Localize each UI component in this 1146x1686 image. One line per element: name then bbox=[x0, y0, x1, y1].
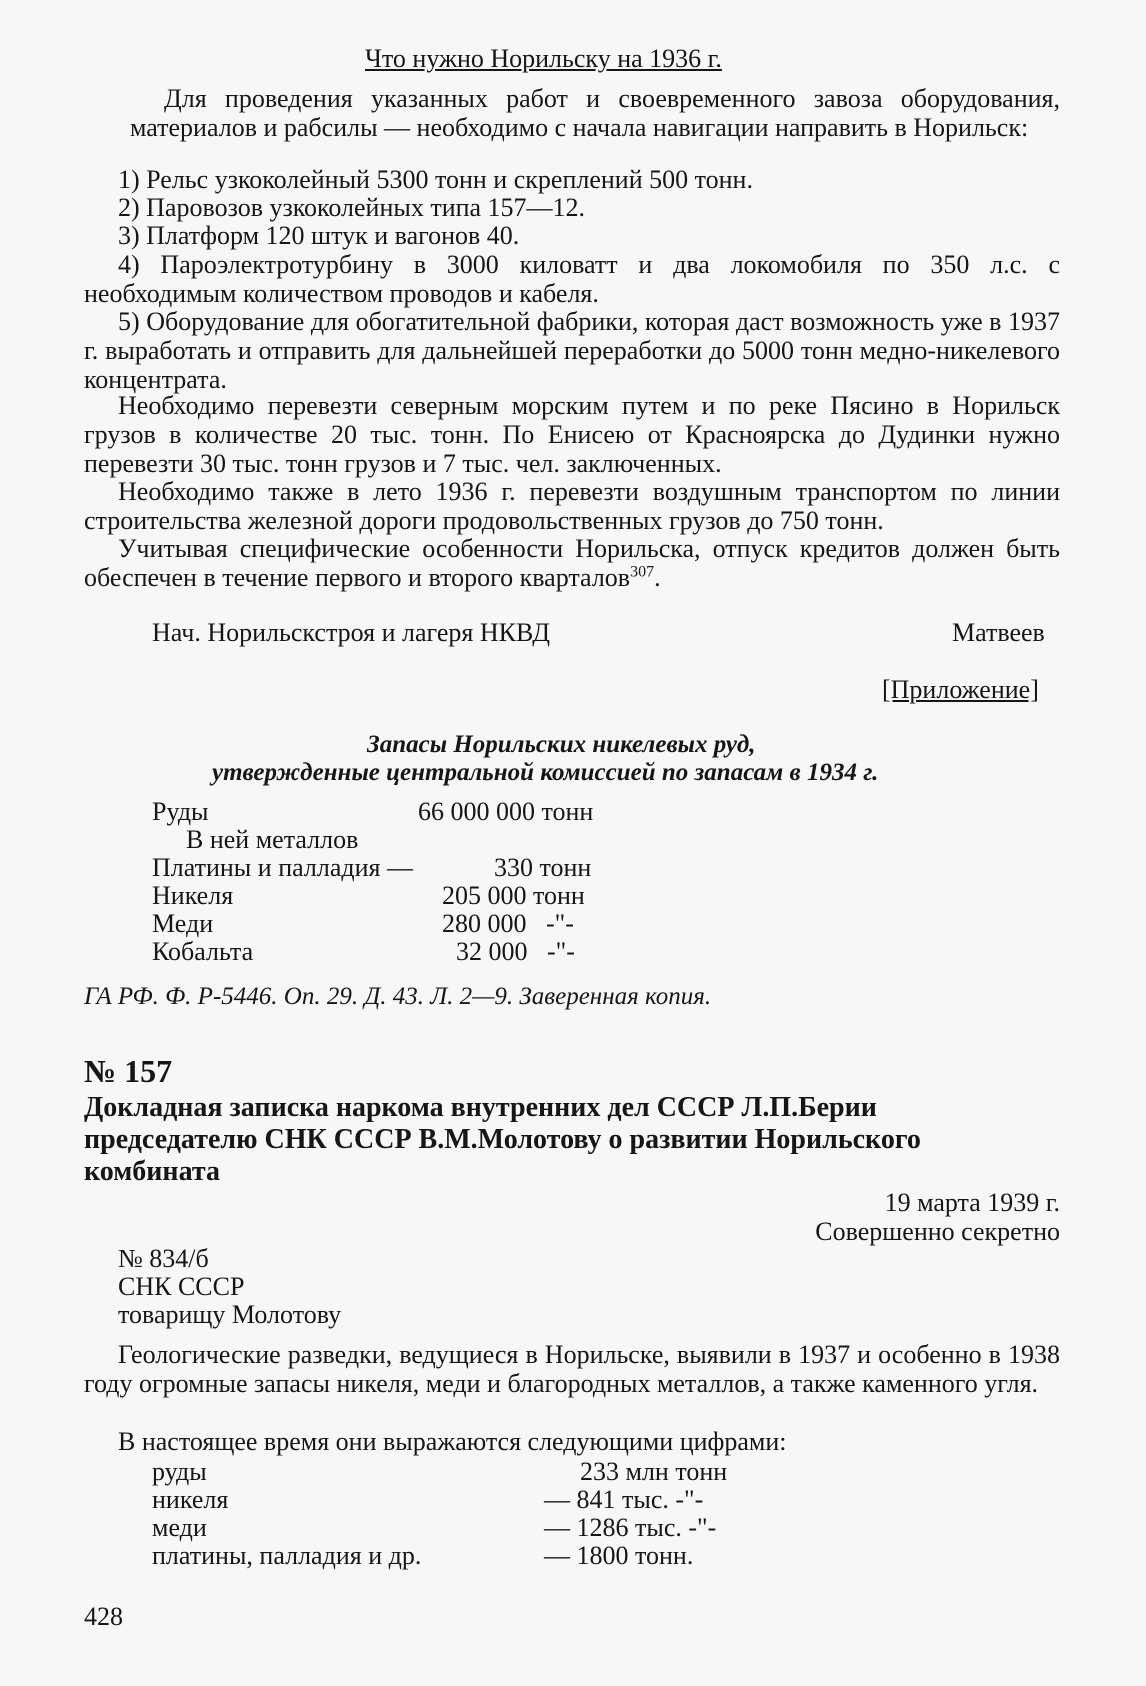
footnote-ref: 307 bbox=[630, 563, 655, 581]
credit-paragraph: Учитывая специфические особенности Норильска, отпуск кредитов должен быть обеспечен в течение первого и второго кварталов$^{307}$. bbox=[84, 534, 1060, 592]
addressee-person: товарищу Молотову bbox=[118, 1300, 342, 1329]
table-row bbox=[152, 882, 652, 910]
reserves-label: В ней металлов bbox=[186, 825, 359, 854]
section-heading: Что нужно Норильску на 1936 г. bbox=[365, 44, 722, 73]
list-item-2: 2) Паровозов узкоколейных типа 157—12. bbox=[118, 193, 586, 222]
figures-label: меди bbox=[152, 1513, 207, 1542]
figures-intro: В настоящее время они выражаются следующими цифрами: bbox=[118, 1427, 787, 1456]
table-row bbox=[152, 798, 652, 826]
reserves-value: 205 000 тонн bbox=[442, 881, 585, 910]
table-row bbox=[152, 1458, 792, 1486]
table-row bbox=[152, 938, 652, 966]
table-row bbox=[152, 854, 652, 882]
list-item-5: 5) Оборудование для обогатительной фабрики, которая даст возможность уже в 1937 г. выработать и отправить для дальнейшей переработки до 5000 тонн медно-никелевого концентрата. bbox=[84, 307, 1060, 394]
reserves-table bbox=[152, 798, 652, 966]
figures-label: никеля bbox=[152, 1485, 229, 1514]
list-item-1: 1) Рельс узкоколейный 5300 тонн и скреплений 500 тонн. bbox=[118, 165, 753, 194]
air-paragraph: Необходимо также в лето 1936 г. перевезти воздушным транспортом по линии строительства железной дороги продовольственных грузов до 750 тонн. bbox=[84, 477, 1060, 535]
figures-table bbox=[152, 1458, 792, 1570]
addressee-org: СНК СССР bbox=[118, 1272, 245, 1301]
document-date: 19 марта 1939 г. bbox=[884, 1188, 1060, 1217]
list-item-3: 3) Платформ 120 штук и вагонов 40. bbox=[118, 221, 520, 250]
list-item-4: 4) Пароэлектротурбину в 3000 киловатт и два локомобиля по 350 л.с. с необходимым количеством проводов и кабеля. bbox=[84, 250, 1060, 308]
credit-text: Учитывая специфические особенности Норильска, отпуск кредитов должен быть обеспечен в течение первого и второго кварталов bbox=[84, 534, 1060, 592]
figures-value: — 1286 тыс. -"- bbox=[544, 1513, 717, 1542]
figures-label: платины, палладия и др. bbox=[152, 1541, 422, 1570]
signature-name: Матвеев bbox=[952, 618, 1045, 647]
intro-paragraph: Для проведения указанных работ и своевременного завоза оборудования, материалов и рабсилы — необходимо с начала навигации направить в Норильск: bbox=[130, 84, 1060, 142]
reserves-label: Меди bbox=[152, 909, 214, 938]
table-row bbox=[152, 1542, 792, 1570]
reserves-title-line-1: Запасы Норильских никелевых руд, bbox=[367, 731, 756, 758]
figures-value: — 841 тыс. -"- bbox=[544, 1485, 704, 1514]
registration-number: № 834/б bbox=[118, 1244, 209, 1273]
figures-value: 233 млн тонн bbox=[580, 1457, 728, 1486]
reserves-label: Платины и палладия — bbox=[152, 853, 413, 882]
appendix-label: [Приложение] bbox=[882, 675, 1039, 704]
document-title: Докладная записка наркома внутренних дел СССР Л.П.Берии председателю СНК СССР В.М.Молотову о развитии Норильского комбината bbox=[84, 1092, 921, 1187]
page-number: 428 bbox=[84, 1602, 123, 1631]
reserves-value: 66 000 000 тонн bbox=[418, 797, 594, 826]
table-row bbox=[152, 1514, 792, 1542]
table-row bbox=[152, 1486, 792, 1514]
signature-position: Нач. Норильскстроя и лагеря НКВД bbox=[152, 618, 551, 647]
reserves-label: Кобальта bbox=[152, 937, 254, 966]
figures-value: — 1800 тонн. bbox=[544, 1541, 694, 1570]
reserves-value: 32 000 -"- bbox=[456, 937, 575, 966]
table-row bbox=[152, 910, 652, 938]
reserves-value: 330 тонн bbox=[494, 853, 592, 882]
archive-source: ГА РФ. Ф. Р-5446. Оп. 29. Д. 43. Л. 2—9. Заверенная копия. bbox=[84, 983, 712, 1010]
figures-label: руды bbox=[152, 1457, 207, 1486]
table-row bbox=[152, 826, 652, 854]
reserves-label: Руды bbox=[152, 797, 209, 826]
reserves-label: Никеля bbox=[152, 881, 234, 910]
document-number: № 157 bbox=[84, 1053, 173, 1089]
reserves-value: 280 000 -"- bbox=[442, 909, 574, 938]
classification-label: Совершенно секретно bbox=[815, 1217, 1060, 1246]
transport-paragraph: Необходимо перевезти северным морским путем и по реке Пясино в Норильск грузов в количестве 20 тыс. тонн. По Енисею от Красноярска до Дудинки нужно перевезти 30 тыс. тонн грузов и 7 тыс. чел. заключенных. bbox=[84, 391, 1060, 478]
reserves-title-line-2: утвержденные центральной комиссией по запасам в 1934 г. bbox=[212, 759, 879, 786]
geology-paragraph: Геологические разведки, ведущиеся в Норильске, выявили в 1937 и особенно в 1938 году огромные запасы никеля, меди и благородных металлов, а также каменного угля. bbox=[84, 1340, 1060, 1398]
